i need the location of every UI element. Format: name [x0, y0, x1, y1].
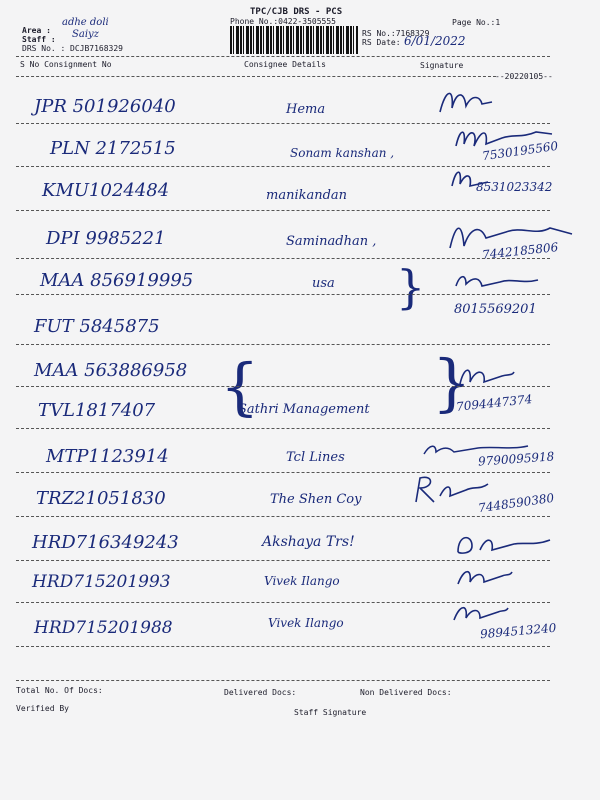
consignment-no: FUT 5845875 — [34, 316, 160, 337]
signature-phone: 7442185806 — [481, 240, 559, 262]
signature-phone: 8015569201 — [454, 302, 537, 317]
rs-date-label: RS Date: — [362, 38, 401, 47]
total-docs-label: Total No. Of Docs: — [16, 686, 103, 695]
signature-phone: 7530195560 — [481, 138, 559, 164]
footer-divider — [16, 680, 550, 681]
consignment-no: JPR 501926040 — [34, 96, 176, 117]
phone-number: Phone No.:0422-3505555 — [230, 17, 336, 26]
signature-phone: 9790095918 — [477, 449, 555, 469]
staff-handwritten: Saiyz — [72, 29, 99, 40]
delivered-docs-label: Delivered Docs: — [224, 688, 297, 697]
row-divider — [16, 294, 550, 295]
document-title: TPC/CJB DRS - PCS — [250, 7, 343, 17]
consignee-name: Sathri Management — [238, 402, 370, 417]
consignment-no: TRZ21051830 — [36, 488, 166, 509]
consignment-no: MAA 563886958 — [34, 360, 188, 381]
consignee-name: Saminadhan , — [286, 234, 377, 249]
signature-scribble — [454, 528, 554, 556]
consignee-name: Hema — [286, 102, 326, 117]
col-signature-header: Signature — [420, 61, 464, 70]
grouping-brace: } — [432, 346, 472, 419]
area-handwritten: adhe doli — [62, 17, 109, 28]
row-divider — [16, 386, 550, 387]
rs-no: RS No.:7168329 — [362, 29, 430, 38]
consignee-name: Vivek Ilango — [268, 616, 344, 630]
consignee-name: Akshaya Trs! — [262, 534, 355, 550]
signature-scribble — [452, 270, 542, 292]
date-code: --20220105-- — [495, 72, 553, 81]
drs-no-value: DCJB7168329 — [70, 44, 123, 53]
signature-phone: 7448590380 — [477, 490, 555, 516]
consignment-no: MTP1123914 — [46, 446, 169, 467]
staff-signature-label: Staff Signature — [294, 708, 367, 717]
consignment-no: DPI 9985221 — [46, 228, 166, 249]
col-consignee-header: Consignee Details — [244, 60, 326, 69]
consignee-name: The Shen Coy — [270, 492, 362, 507]
non-delivered-docs-label: Non Delivered Docs: — [360, 688, 452, 697]
barcode — [230, 26, 358, 54]
consignee-name: usa — [312, 276, 335, 291]
row-divider — [16, 344, 550, 345]
consignment-no: PLN 2172515 — [50, 138, 176, 159]
signature-scribble — [454, 564, 514, 590]
row-divider — [16, 428, 550, 429]
consignee-name: manikandan — [266, 188, 348, 203]
signature-phone: 7094447374 — [455, 392, 533, 414]
col-consignment-header: S No Consignment No — [20, 60, 112, 69]
consignee-name: Vivek Ilango — [264, 574, 340, 588]
row-divider — [16, 646, 550, 647]
consignment-no: HRD715201988 — [34, 618, 173, 638]
grouping-brace: { — [220, 350, 260, 423]
consignment-no: MAA 856919995 — [40, 270, 194, 291]
area-label: Area : — [22, 26, 51, 35]
column-divider — [16, 76, 496, 77]
signature-scribble — [436, 84, 496, 118]
consignment-no: TVL1817407 — [38, 400, 156, 421]
signature-scribble — [450, 600, 510, 626]
drs-no-label: DRS No. : — [22, 44, 66, 53]
row-divider — [16, 516, 550, 517]
consignment-no: HRD715201993 — [32, 572, 171, 592]
grouping-brace: } — [396, 260, 426, 314]
page-number: Page No.:1 — [452, 18, 501, 27]
consignment-no: KMU1024484 — [42, 180, 170, 201]
signature-phone: 9894513240 — [479, 620, 557, 642]
rs-date-value: 6/01/2022 — [404, 34, 466, 48]
consignee-name: Tcl Lines — [286, 450, 345, 465]
row-divider — [16, 560, 550, 561]
consignee-name: Sonam kanshan , — [290, 146, 395, 160]
header-divider — [16, 56, 550, 57]
verified-by-label: Verified By — [16, 704, 69, 713]
signature-phone: 8531023342 — [476, 180, 553, 194]
consignment-no: HRD716349243 — [32, 532, 179, 553]
row-divider — [16, 210, 550, 211]
staff-label: Staff : — [22, 35, 56, 44]
row-divider — [16, 258, 550, 259]
